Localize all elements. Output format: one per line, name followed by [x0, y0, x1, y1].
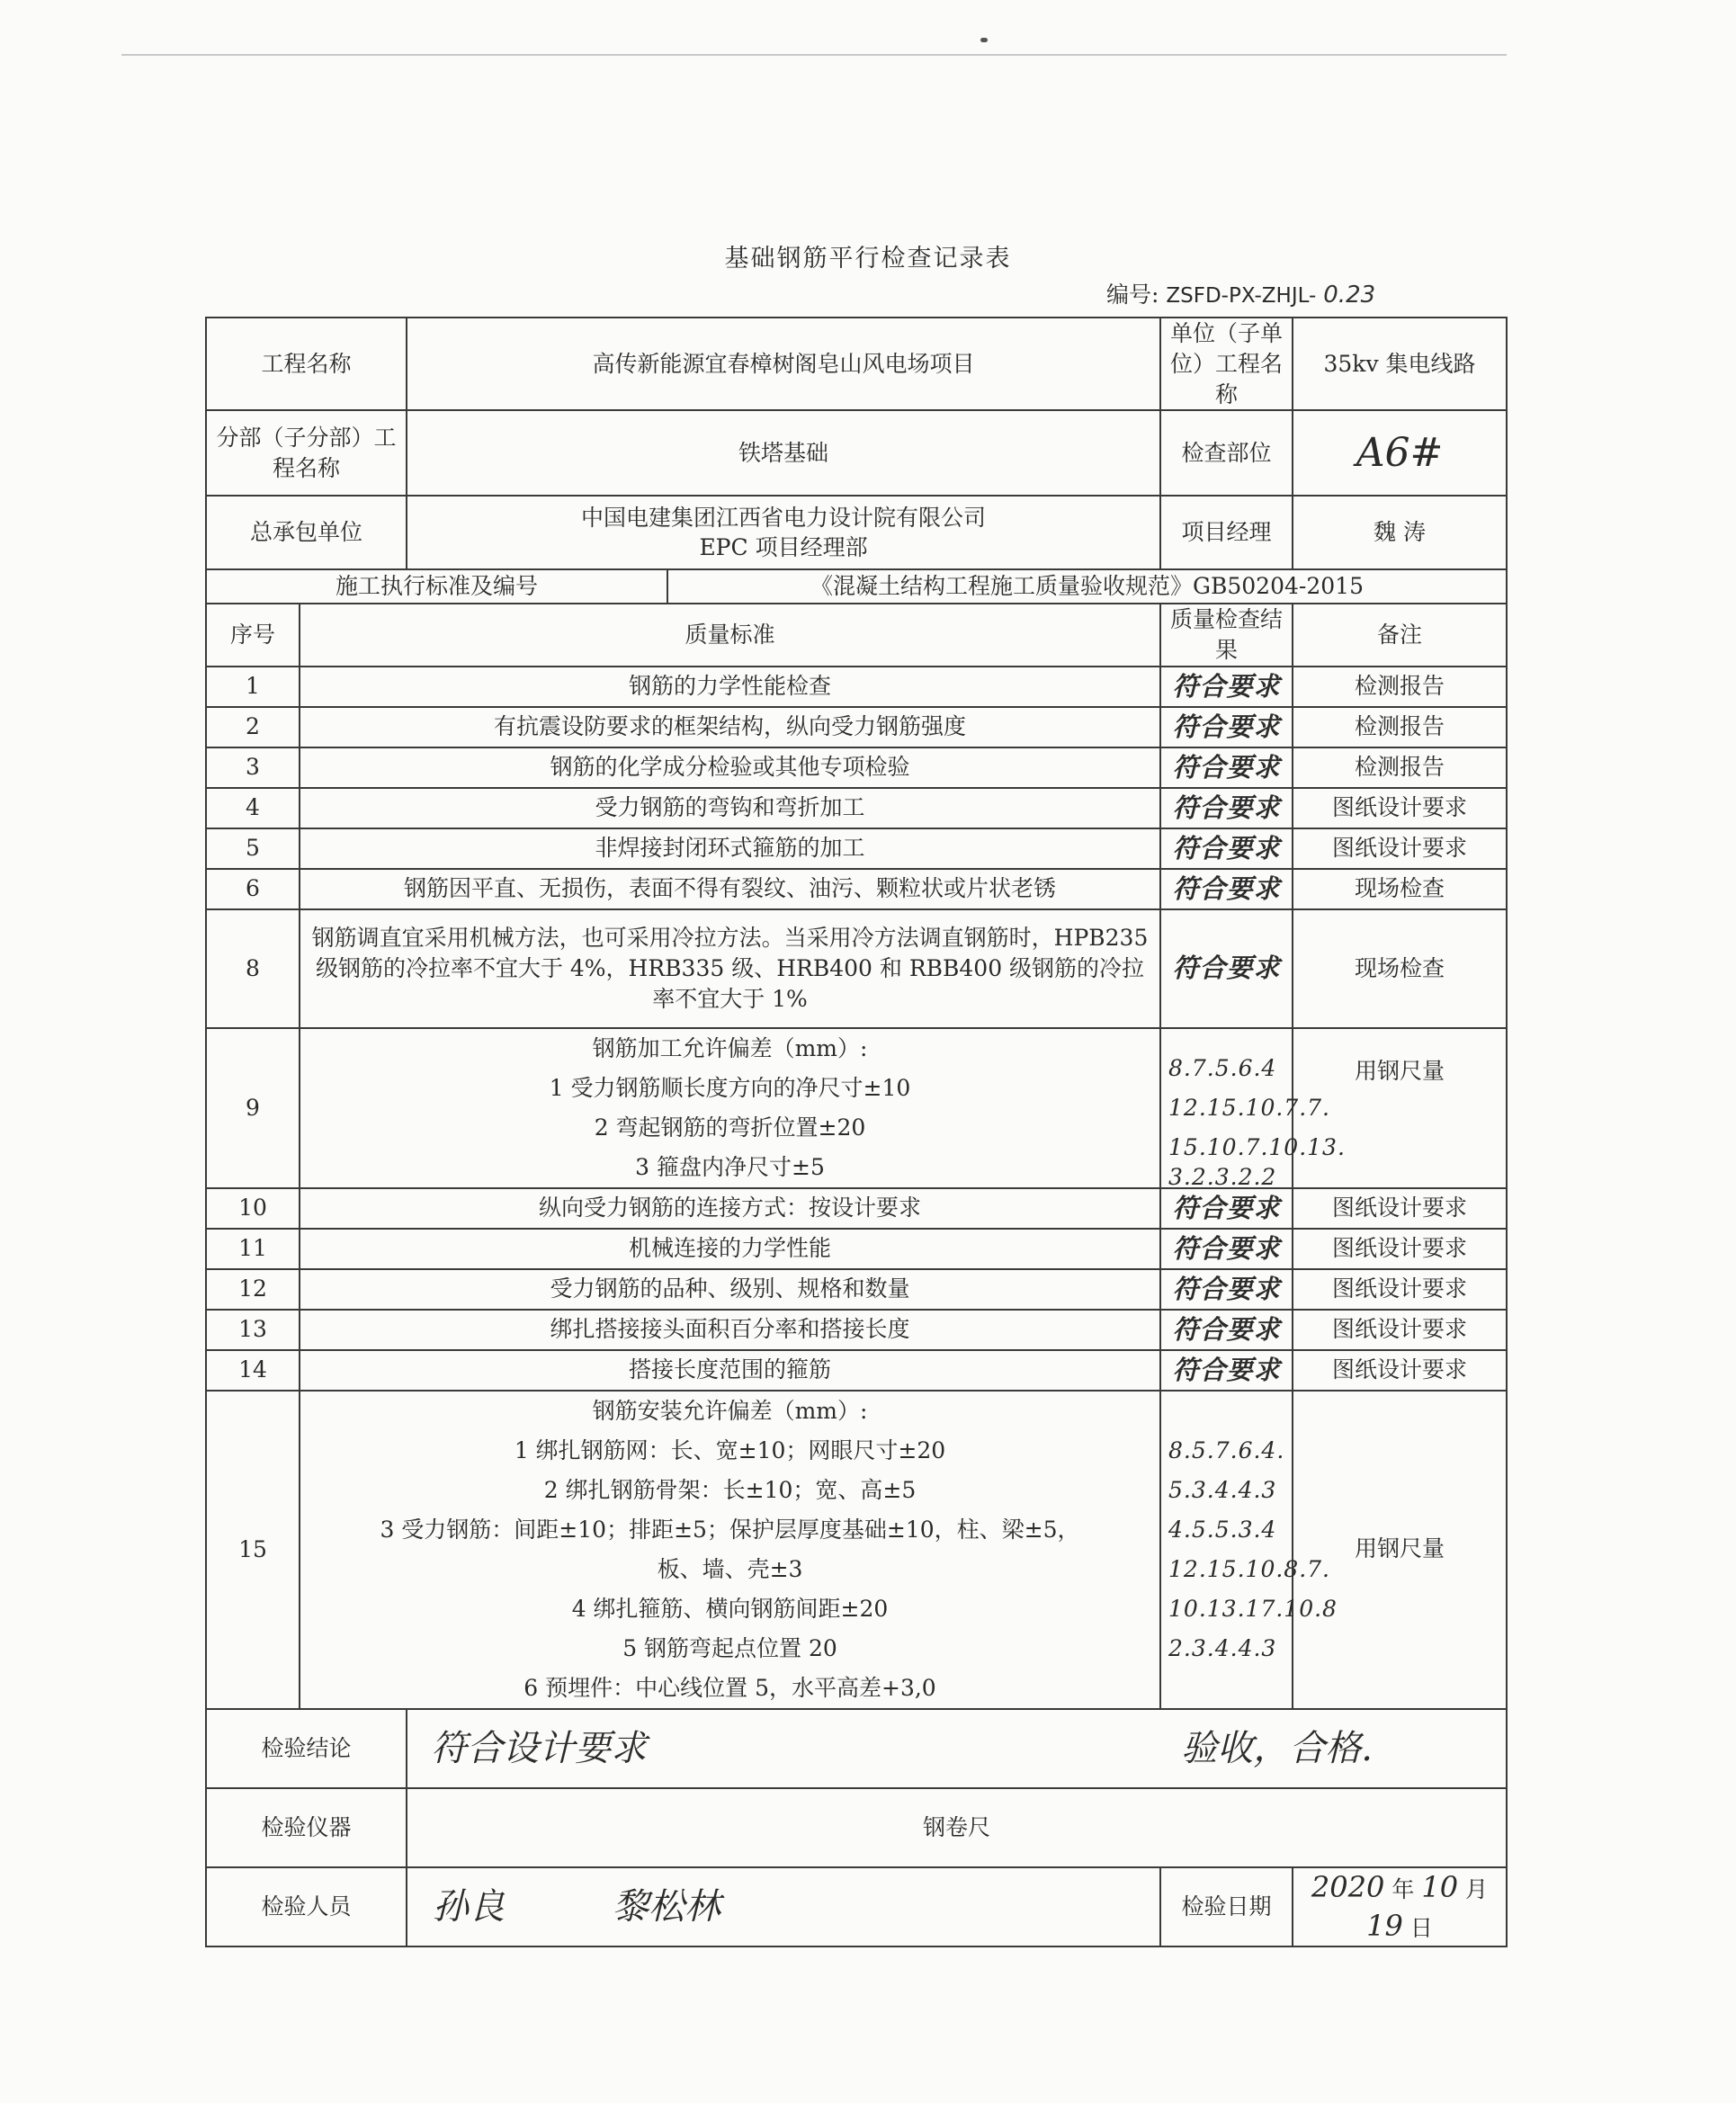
row-remark: 检测报告: [1293, 667, 1507, 707]
result-handwritten: 符合要求: [1172, 1192, 1281, 1223]
row-standard: 绑扎搭接接头面积百分率和搭接长度: [300, 1310, 1160, 1350]
row-remark: 图纸设计要求: [1293, 1188, 1507, 1229]
measurement-handwritten: 3.2.3.2.2: [1168, 1163, 1277, 1190]
table-row: [206, 909, 1507, 1028]
document-number: [1106, 277, 1375, 309]
row-result-measurements: [1160, 1391, 1338, 1709]
row-no: 11: [206, 1229, 300, 1269]
date-day-unit: 日: [1409, 1914, 1433, 1941]
row-result: [1160, 909, 1293, 1028]
measurement-handwritten: 15.10.7.10.13.: [1168, 1133, 1346, 1160]
result-handwritten: 符合要求: [1172, 832, 1281, 864]
result-handwritten: 符合要求: [1172, 670, 1281, 702]
scan-speck: [980, 38, 988, 42]
row-no: 1: [206, 667, 300, 707]
table-row: [206, 1188, 1507, 1229]
row-result-measurements: [1160, 1028, 1346, 1190]
row-no: 9: [206, 1028, 300, 1188]
row-standard: 受力钢筋的品种、级别、规格和数量: [300, 1269, 1160, 1310]
row9-line: 2 弯起钢筋的弯折位置±20: [594, 1114, 866, 1141]
row-result: [1160, 788, 1293, 828]
row15-line: 1 绑扎钢筋网：长、宽±10；网眼尺寸±20: [514, 1436, 946, 1463]
instrument-value: 钢卷尺: [407, 1788, 1507, 1867]
row-no: 6: [206, 869, 300, 909]
scan-top-rule: [121, 54, 1507, 56]
row-result: [1160, 707, 1293, 747]
row-remark: 用钢尺量: [1293, 1028, 1507, 1188]
row9-line: 1 受力钢筋顺长度方向的净尺寸±10: [549, 1074, 911, 1101]
row-result: [1160, 1229, 1293, 1269]
row-no: 14: [206, 1350, 300, 1391]
row-remark: 现场检查: [1293, 869, 1507, 909]
row-standard: 非焊接封闭环式箍筋的加工: [300, 828, 1160, 869]
table-row: [206, 1229, 1507, 1269]
row9-line: 钢筋加工允许偏差（mm）:: [592, 1034, 868, 1061]
row15-line: 5 钢筋弯起点位置 20: [622, 1634, 837, 1661]
date-month: 10: [1421, 1869, 1459, 1904]
row9-line: 3 箍盘内净尺寸±5: [635, 1153, 825, 1180]
date-label: 检验日期: [1160, 1867, 1293, 1946]
row15-line: 板、墙、壳±3: [657, 1555, 803, 1582]
row-standard: 机械连接的力学性能: [300, 1229, 1160, 1269]
result-handwritten: 符合要求: [1172, 1273, 1281, 1304]
doc-no-handwritten: 0.23: [1323, 282, 1376, 309]
row-remark: 用钢尺量: [1293, 1391, 1507, 1709]
doc-no-prefix: ZSFD-PX-ZHJL-: [1166, 284, 1317, 308]
row-standard: 钢筋调直宜采用机械方法，也可采用冷拉方法。当采用冷方法调直钢筋时，HPB235 级钢筋的冷拉率不宜大于 4%，HRB335 级、HRB400 和 RBB400 级钢筋的冷拉率不宜大于 1%: [300, 909, 1160, 1028]
row-no: 15: [206, 1391, 300, 1709]
row-remark: 图纸设计要求: [1293, 788, 1507, 828]
table-row: [206, 707, 1507, 747]
row-standard-list: [300, 1028, 1160, 1188]
row-result: [1160, 667, 1293, 707]
measurement-handwritten: 8.7.5.6.4: [1168, 1054, 1277, 1081]
row-standard: 搭接长度范围的箍筋: [300, 1350, 1160, 1391]
conclusion-handwritten-2: 验收，合格.: [1181, 1727, 1374, 1769]
row-remark: 现场检查: [1293, 909, 1507, 1028]
unit-name-text: 35kv 集电线路: [1323, 350, 1476, 377]
table-row: [206, 1310, 1507, 1350]
row-no: 13: [206, 1310, 300, 1350]
measurement-handwritten: 2.3.4.4.3: [1168, 1634, 1277, 1661]
table-row: [206, 869, 1507, 909]
inspector-signature-2: 黎松林: [613, 1885, 721, 1928]
row-standard: 受力钢筋的弯钩和弯折加工: [300, 788, 1160, 828]
result-handwritten: 符合要求: [1172, 1313, 1281, 1345]
row-standard: 钢筋的力学性能检查: [300, 667, 1160, 707]
row-result: [1160, 828, 1293, 869]
row-standard-list: [300, 1391, 1160, 1709]
conclusion-row: [206, 1709, 1507, 1788]
table-row: [206, 1269, 1507, 1310]
inspector-row: [206, 1867, 1507, 1946]
col-header-no: 序号: [206, 604, 300, 667]
row15-line: 3 受力钢筋：间距±10；排距±5；保护层厚度基础±10，柱、梁±5，: [380, 1516, 1080, 1543]
measurement-handwritten: 10.13.17.10.8: [1168, 1595, 1338, 1622]
contractor-line-1: 中国电建集团江西省电力设计院有限公司: [581, 504, 987, 531]
row-no: 8: [206, 909, 300, 1028]
measurement-handwritten: 12.15.10.7.7.: [1168, 1094, 1330, 1121]
date-month-unit: 月: [1465, 1875, 1489, 1902]
row-remark: 图纸设计要求: [1293, 1310, 1507, 1350]
location-handwritten: A6#: [1356, 430, 1444, 477]
project-name-value: 高传新能源宜春樟树阁皂山风电场项目: [407, 318, 1160, 410]
date-year: 2020: [1311, 1869, 1385, 1904]
result-handwritten: 符合要求: [1172, 873, 1281, 904]
table-row: [206, 828, 1507, 869]
project-name-label: 工程名称: [206, 318, 407, 410]
row-remark: 检测报告: [1293, 747, 1507, 788]
result-handwritten: 符合要求: [1172, 1232, 1281, 1264]
inspection-form-table: [205, 317, 1508, 1947]
table-row: [206, 667, 1507, 707]
table-row: [206, 1391, 1507, 1709]
result-handwritten: 符合要求: [1172, 1354, 1281, 1385]
contractor-label: 总承包单位: [206, 496, 407, 569]
contractor-value: [407, 496, 1160, 569]
inspector-label: 检验人员: [206, 1867, 407, 1946]
project-manager-label: 项目经理: [1160, 496, 1293, 569]
row-standard: 有抗震设防要求的框架结构，纵向受力钢筋强度: [300, 707, 1160, 747]
instrument-row: [206, 1788, 1507, 1867]
row-result: [1160, 1188, 1293, 1229]
inspector-signature-1: 孙良: [433, 1885, 506, 1928]
row-no: 4: [206, 788, 300, 828]
row-no: 3: [206, 747, 300, 788]
row-standard: 纵向受力钢筋的连接方式：按设计要求: [300, 1188, 1160, 1229]
row-remark: 图纸设计要求: [1293, 828, 1507, 869]
table-row: [206, 1028, 1507, 1188]
row15-line: 2 绑扎钢筋骨架：长±10；宽、高±5: [543, 1476, 917, 1503]
subdivision-value: 铁塔基础: [407, 410, 1160, 496]
row-no: 10: [206, 1188, 300, 1229]
row-result: [1160, 1350, 1293, 1391]
row-standard: 钢筋的化学成分检验或其他专项检验: [300, 747, 1160, 788]
subdivision-label: 分部（子分部）工程名称: [206, 410, 407, 496]
row-no: 2: [206, 707, 300, 747]
unit-name-label: 单位（子单位）工程名称: [1160, 318, 1293, 410]
result-handwritten: 符合要求: [1172, 711, 1281, 742]
result-handwritten: 符合要求: [1172, 751, 1281, 783]
conclusion-value: [407, 1709, 1507, 1788]
measurement-handwritten: 4.5.5.3.4: [1168, 1516, 1277, 1543]
doc-no-label: 编号:: [1106, 282, 1159, 308]
page-title: 基础钢筋平行检查记录表: [724, 245, 1012, 273]
row-no: 5: [206, 828, 300, 869]
project-manager-value: 魏 涛: [1293, 496, 1507, 569]
row-remark: 图纸设计要求: [1293, 1350, 1507, 1391]
contractor-line-2: EPC 项目经理部: [699, 534, 868, 561]
row-result: [1160, 747, 1293, 788]
row-result: [1160, 1310, 1293, 1350]
row15-line: 4 绑扎箍筋、横向钢筋间距±20: [571, 1595, 889, 1622]
row-remark: 图纸设计要求: [1293, 1269, 1507, 1310]
measurement-handwritten: 12.15.10.8.7.: [1168, 1555, 1330, 1582]
row-result: [1160, 869, 1293, 909]
col-header-remark: 备注: [1293, 604, 1507, 667]
standard-label: 施工执行标准及编号: [206, 569, 667, 604]
instrument-label: 检验仪器: [206, 1788, 407, 1867]
date-day: 19: [1366, 1908, 1403, 1943]
result-handwritten: 符合要求: [1172, 953, 1281, 984]
col-header-standard: 质量标准: [300, 604, 1160, 667]
row-remark: 图纸设计要求: [1293, 1229, 1507, 1269]
row-standard: 钢筋因平直、无损伤，表面不得有裂纹、油污、颗粒状或片状老锈: [300, 869, 1160, 909]
inspection-date: [1293, 1867, 1507, 1946]
standard-value: 《混凝土结构工程施工质量验收规范》GB50204-2015: [667, 569, 1507, 604]
inspection-location-label: 检查部位: [1160, 410, 1293, 496]
table-row: [206, 747, 1507, 788]
measurement-handwritten: 5.3.4.4.3: [1168, 1476, 1277, 1503]
conclusion-label: 检验结论: [206, 1709, 407, 1788]
row15-line: 钢筋安装允许偏差（mm）:: [592, 1397, 868, 1424]
unit-name-value: [1293, 318, 1507, 410]
row15-line: 6 预埋件：中心线位置 5，水平高差+3,0: [523, 1674, 936, 1701]
conclusion-handwritten-1: 符合设计要求: [431, 1727, 648, 1769]
date-year-unit: 年: [1391, 1875, 1415, 1902]
measurement-handwritten: 8.5.7.6.4.: [1168, 1436, 1285, 1463]
col-header-result: 质量检查结果: [1160, 604, 1293, 667]
table-row: [206, 1350, 1507, 1391]
row-remark: 检测报告: [1293, 707, 1507, 747]
inspection-location-value: [1293, 410, 1507, 496]
inspector-signatures: [407, 1867, 1160, 1946]
result-handwritten: 符合要求: [1172, 792, 1281, 823]
table-row: [206, 788, 1507, 828]
row-result: [1160, 1269, 1293, 1310]
row-no: 12: [206, 1269, 300, 1310]
